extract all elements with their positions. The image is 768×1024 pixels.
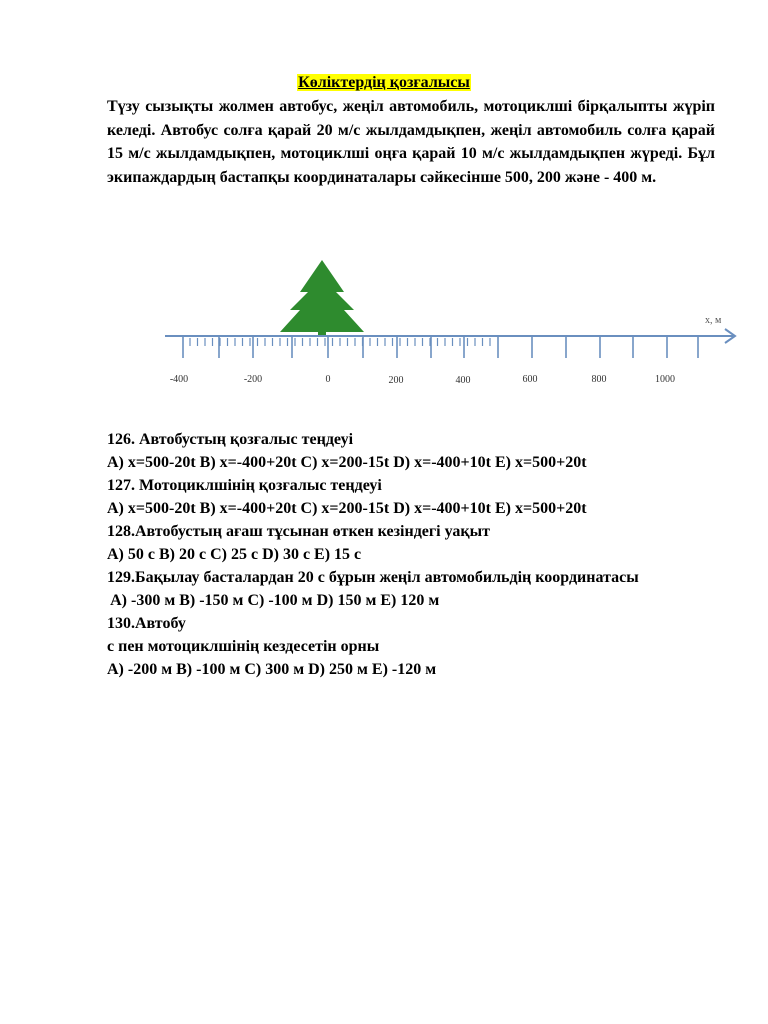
- page-title: Көліктердің қозғалысы: [298, 74, 470, 91]
- tick-label: 0: [325, 374, 331, 385]
- tick-label: 200: [388, 375, 404, 386]
- question-line: 126. Автобустың қозғалыс теңдеуі: [107, 431, 354, 448]
- questions-block: [107, 428, 727, 681]
- tree-icon: [280, 260, 364, 336]
- major-ticks: [183, 336, 698, 358]
- title-container: [0, 74, 768, 92]
- question-line: 130.Автобу: [107, 615, 186, 632]
- question-line: с пен мотоциклшінің кездесетін орны: [107, 638, 380, 655]
- answer-options: A) x=500-20t B) x=-400+20t C) x=200-15t D) x=-400+10t E) x=500+20t: [107, 454, 587, 471]
- axis-label: x, м: [705, 315, 722, 326]
- tick-label: 1000: [655, 374, 675, 385]
- question-line: 128.Автобустың ағаш тұсынан өткен кезіндегі уақыт: [107, 523, 490, 540]
- answer-options: A) -300 м B) -150 м C) -100 м D) 150 м E) 120 м: [107, 592, 440, 609]
- intro-paragraph: Түзу сызықты жолмен автобус, жеңіл автомобиль, мотоциклші бірқалыпты жүріп келеді. Автобус солға қарай 20 м/с жылдамдықпен, жеңіл автомобиль солға қарай 15 м/с жылдамдықпен, мотоциклші оңға қарай 10 м/с жылдамдықпен жүреді. Бұл экипаждардың бастапқы координаталары сәйкесінше 500, 200 және - 400 м.: [107, 98, 715, 186]
- answer-options: A) 50 с B) 20 с C) 25 с D) 30 с E) 15 с: [107, 546, 362, 563]
- tick-label: 400: [455, 375, 471, 386]
- tick-label: 800: [591, 374, 607, 385]
- tick-label: -200: [243, 374, 263, 385]
- minor-ticks: [190, 338, 490, 346]
- question-line: 127. Мотоциклшінің қозғалыс теңдеуі: [107, 477, 382, 494]
- number-line-figure: [150, 250, 750, 400]
- question-line: 129.Бақылау басталардан 20 с бұрын жеңіл автомобильдің координатасы: [107, 569, 639, 586]
- answer-options: A) -200 м B) -100 м C) 300 м D) 250 м E) -120 м: [107, 661, 437, 678]
- answer-options: A) x=500-20t B) x=-400+20t C) x=200-15t D) x=-400+10t E) x=500+20t: [107, 500, 587, 517]
- tick-label: -400: [169, 374, 189, 385]
- tick-label: 600: [522, 374, 538, 385]
